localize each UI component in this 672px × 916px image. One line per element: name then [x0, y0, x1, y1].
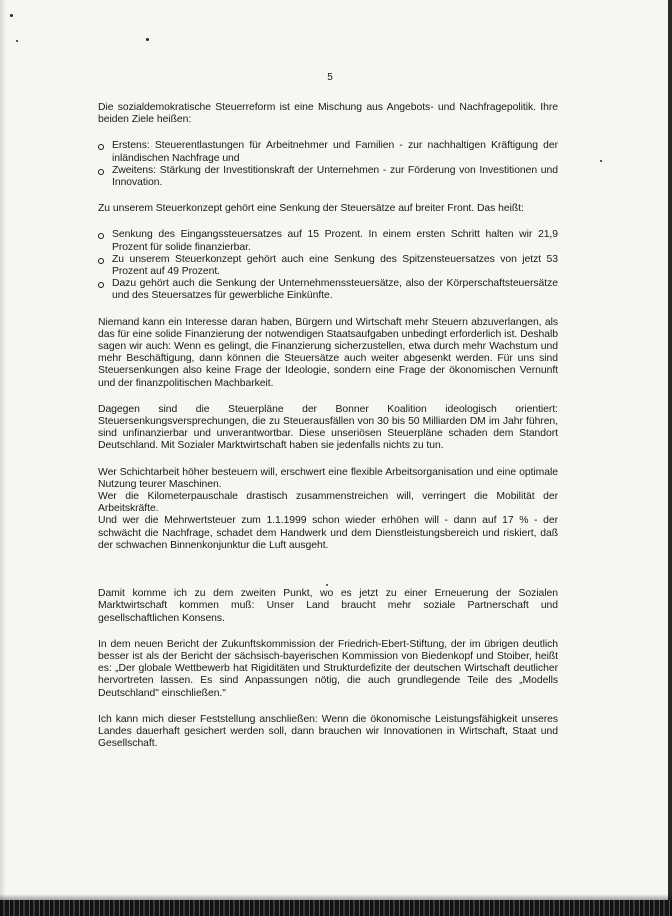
- bullet-icon: [98, 233, 104, 239]
- scan-edge-right: [668, 0, 672, 916]
- paragraph-no-interest: Niemand kann ein Interesse daran haben, Bürgern und Wirtschaft mehr Steuern abzuverlangen, als das für eine solide Finanzierung der notwendigen Staatsaufgaben unbedingt erforderlich ist. Deshalb sagen wir auch: Wenn es gelingt, die Finanzierung sicherzustellen, etwa durch mehr Wachstum und mehr Beschäftigung, dann können die Steuersätze auch weiter abgesenkt werden. Für uns sind Steuersenkungen also keine Frage der Ideologie, sondern eine Frage der ökonomischen Vernunft und der finanzpolitischen Machbarkeit.: [98, 316, 558, 389]
- paragraph-second-point: Damit komme ich zu dem zweiten Punkt, wo es jetzt zu einer Erneuerung der Sozialen Marktwirtschaft kommen muß: Unser Land braucht mehr soziale Partnerschaft und gesellschaftlichen Konsens.: [98, 588, 558, 624]
- page-number: 5: [327, 72, 333, 83]
- scan-edge-left: [0, 0, 6, 916]
- sentence-shift-work: Wer Schichtarbeit höher besteuern will, erschwert eine flexible Arbeitsorganisation und eine optimale Nutzung teurer Maschinen.: [98, 466, 558, 490]
- bullet-icon: [98, 144, 104, 150]
- list-item-text: Zweitens: Stärkung der Investitionskraft der Unternehmen - zur Förderung von Investitionen und Innovation.: [112, 164, 558, 189]
- paragraph-innovation: Ich kann mich dieser Feststellung anschließen: Wenn die ökonomische Leistungsfähigkeit unseres Landes dauerhaft gesichert werden soll, dann brauchen wir Innovationen in Wirtschaft, Staat und Gesellschaft.: [98, 713, 558, 750]
- list-item: [98, 140, 558, 164]
- bullet-icon: [98, 282, 104, 288]
- list-item: [98, 229, 558, 253]
- bullet-icon: [98, 258, 104, 264]
- list-item: [98, 165, 558, 189]
- paragraph-intro: Die sozialdemokratische Steuerreform ist eine Mischung aus Angebots- und Nachfragepolitik. Ihre beiden Ziele heißen:: [98, 102, 558, 126]
- document-body: [98, 102, 558, 764]
- scan-speck: [10, 14, 13, 17]
- paragraph-report-quote: In dem neuen Bericht der Zukunftskommission der Friedrich-Ebert-Stiftung, der im übrigen deutlich besser ist als der Bericht der sächsisch-bayerischen Kommission von Biedenkopf und Stoiber, heißt es: „Der globale Wettbewerb hat Rigiditäten und Strukturdefizite der deutschen Wirtschaft deutlicher hervortreten lassen. Es sind Anpassungen nötig, die auch grundlegende Teile des „Modells Deutschland" einschließen.": [98, 638, 558, 699]
- scan-edge-bottom: [0, 900, 672, 916]
- paragraph-bonn-coalition: Dagegen sind die Steuerpläne der Bonner Koalition ideologisch orientiert: Steuersenkungsversprechungen, die zu Steuerausfällen von 30 bis 50 Milliarden DM im Jahr führen, sind unfinanzierbar und unverantwortbar. Diese unseriösen Steuerpläne schaden dem Standort Deutschland. Mit Sozialer Marktwirtschaft haben sie jedenfalls nichts zu tun.: [98, 403, 558, 452]
- paragraph-tax-concept: Zu unserem Steuerkonzept gehört eine Senkung der Steuersätze auf breiter Front. Das heißt:: [98, 203, 524, 215]
- goals-list: [98, 140, 558, 189]
- list-item-text: Senkung des Eingangssteuersatzes auf 15 Prozent. In einem ersten Schritt halten wir 21,9 Prozent für solide finanzierbar.: [112, 229, 558, 253]
- scan-speck: [600, 160, 602, 162]
- sentence-commuter-allowance: Wer die Kilometerpauschale drastisch zusammenstreichen will, verringert die Mobilität der Arbeitskräfte.: [98, 491, 558, 515]
- bullet-icon: [98, 169, 104, 175]
- list-item-text: Erstens: Steuerentlastungen für Arbeitnehmer und Familien - zur nachhaltigen Kräftigung der inländischen Nachfrage und: [112, 140, 558, 164]
- tax-measures-list: [98, 229, 558, 302]
- paragraph-consequences: [98, 467, 558, 552]
- scan-speck: [146, 38, 149, 41]
- list-item: [98, 254, 558, 278]
- list-item-text: Dazu gehört auch die Senkung der Unternehmenssteuersätze, also der Körperschaftsteuersätze und des Steuersatzes für gewerbliche Einkünfte.: [112, 278, 558, 302]
- list-item-text: Zu unserem Steuerkonzept gehört auch eine Senkung des Spitzensteuersatzes von jetzt 53 Prozent auf 49 Prozent.: [112, 253, 558, 278]
- list-item: [98, 278, 558, 302]
- section-separator: [326, 584, 328, 586]
- section-gap: [98, 566, 558, 588]
- scan-speck: [16, 40, 18, 42]
- sentence-vat: Und wer die Mehrwertsteuer zum 1.1.1999 schon wieder erhöhen will - dann auf 17 % - der schwächt die Nachfrage, schadet dem Handwerk und dem Dienstleistungsbereich und riskiert, daß der schwachen Binnenkonjunktur die Luft ausgeht.: [98, 515, 558, 551]
